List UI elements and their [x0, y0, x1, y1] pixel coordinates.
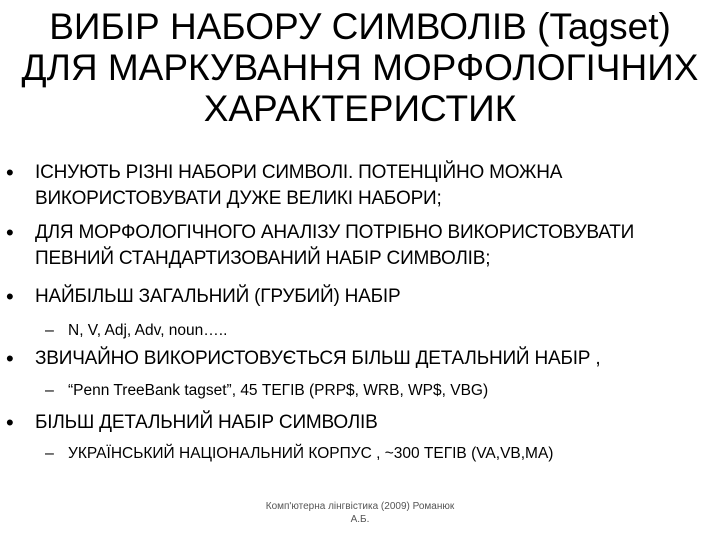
bullet-2-line-2: ПЕВНИЙ СТАНДАРТИЗОВАНИЙ НАБІР СИМВОЛІВ;	[35, 248, 491, 269]
bullet-marker: •	[6, 410, 14, 435]
bullet-marker: •	[6, 284, 14, 309]
bullet-3-text: НАЙБІЛЬШ ЗАГАЛЬНИЙ (ГРУБИЙ) НАБІР	[35, 286, 401, 307]
slide-title	[10, 6, 710, 129]
footer-line-1: Комп'ютерна лінгвістика (2009) Романюк	[265, 501, 455, 512]
bullet-4-sub-text: “Penn TreeBank tagset”, 45 ТЕГІВ (PRP$, WRB, WP$, VBG)	[68, 382, 489, 399]
bullet-5-text: БІЛЬШ ДЕТАЛЬНИЙ НАБІР СИМВОЛІВ	[35, 412, 378, 433]
bullet-4-text: ЗВИЧАЙНО ВИКОРИСТОВУЄТЬСЯ БІЛЬШ ДЕТАЛЬНИЙ НАБІР ,	[35, 348, 601, 369]
sub-bullet-marker: –	[45, 382, 54, 399]
bullet-marker: •	[6, 220, 14, 245]
sub-bullet-marker: –	[45, 322, 54, 339]
bullet-1-line-1: ІСНУЮТЬ РІЗНІ НАБОРИ СИМВОЛІ. ПОТЕНЦІЙНО МОЖНА	[35, 162, 563, 183]
footer-line-2: А.Б.	[350, 514, 370, 525]
title-line-2: ДЛЯ МАРКУВАННЯ МОРФОЛОГІЧНИХ	[21, 47, 699, 88]
title-line-3: ХАРАКТЕРИСТИК	[203, 88, 517, 129]
bullet-marker: •	[6, 346, 14, 371]
sub-bullet-marker: –	[45, 445, 54, 462]
bullet-1-line-2: ВИКОРИСТОВУВАТИ ДУЖЕ ВЕЛИКІ НАБОРИ;	[35, 188, 442, 209]
bullet-2-line-1: ДЛЯ МОРФОЛОГІЧНОГО АНАЛІЗУ ПОТРІБНО ВИКОРИСТОВУВАТИ	[35, 222, 635, 243]
bullet-marker: •	[6, 160, 14, 185]
slide-footer	[240, 500, 480, 526]
bullet-3-sub-text: N, V, Adj, Adv, noun…..	[68, 322, 228, 339]
bullet-5-sub-text: УКРАЇНСЬКИЙ НАЦІОНАЛЬНИЙ КОРПУС , ~300 ТЕГІВ (VA,VB,MA)	[68, 445, 554, 462]
title-line-1: ВИБІР НАБОРУ СИМВОЛІВ (Tagset)	[49, 6, 671, 47]
